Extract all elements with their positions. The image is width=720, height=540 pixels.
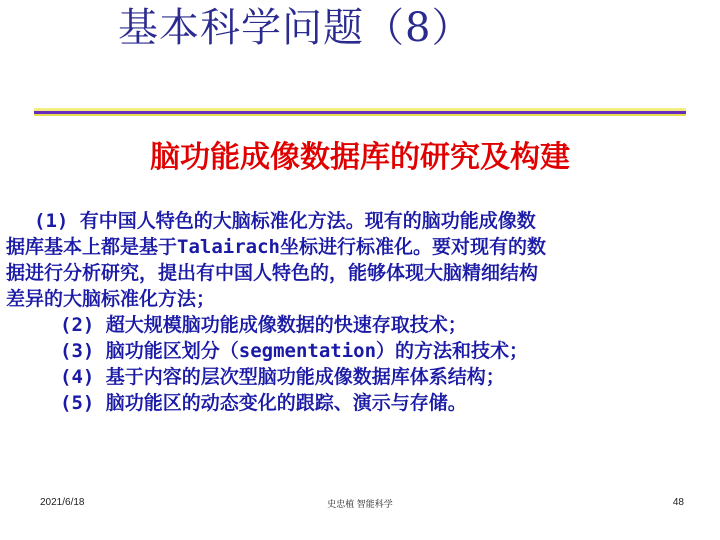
body-line-5: (2) 超大规模脑功能成像数据的快速存取技术； <box>60 314 467 336</box>
footer-author: 史忠植 智能科学 <box>327 499 393 509</box>
body-line-8: (5) 脑功能区的动态变化的跟踪、演示与存储。 <box>60 392 467 414</box>
body-line-2: 据库基本上都是基于Talairach坐标进行标准化。要对现有的数 <box>6 236 546 258</box>
body-line-4: 差异的大脑标准化方法； <box>6 288 216 310</box>
title-rule-line <box>34 111 686 114</box>
footer-page-number: 48 <box>672 497 684 508</box>
body-text <box>6 208 696 416</box>
body-line-7: (4) 基于内容的层次型脑功能成像数据库体系结构； <box>60 366 505 388</box>
body-line-1: (1) 有中国人特色的大脑标准化方法。现有的脑功能成像数 <box>34 210 536 232</box>
body-line-6: (3) 脑功能区划分（segmentation）的方法和技术； <box>60 340 529 362</box>
slide-subtitle: 脑功能成像数据库的研究及构建 <box>150 140 570 175</box>
body-line-3: 据进行分析研究，提出有中国人特色的，能够体现大脑精细结构 <box>6 262 539 284</box>
footer-date: 2021/6/18 <box>40 497 85 508</box>
slide-title: 基本科学问题（8） <box>118 5 473 51</box>
